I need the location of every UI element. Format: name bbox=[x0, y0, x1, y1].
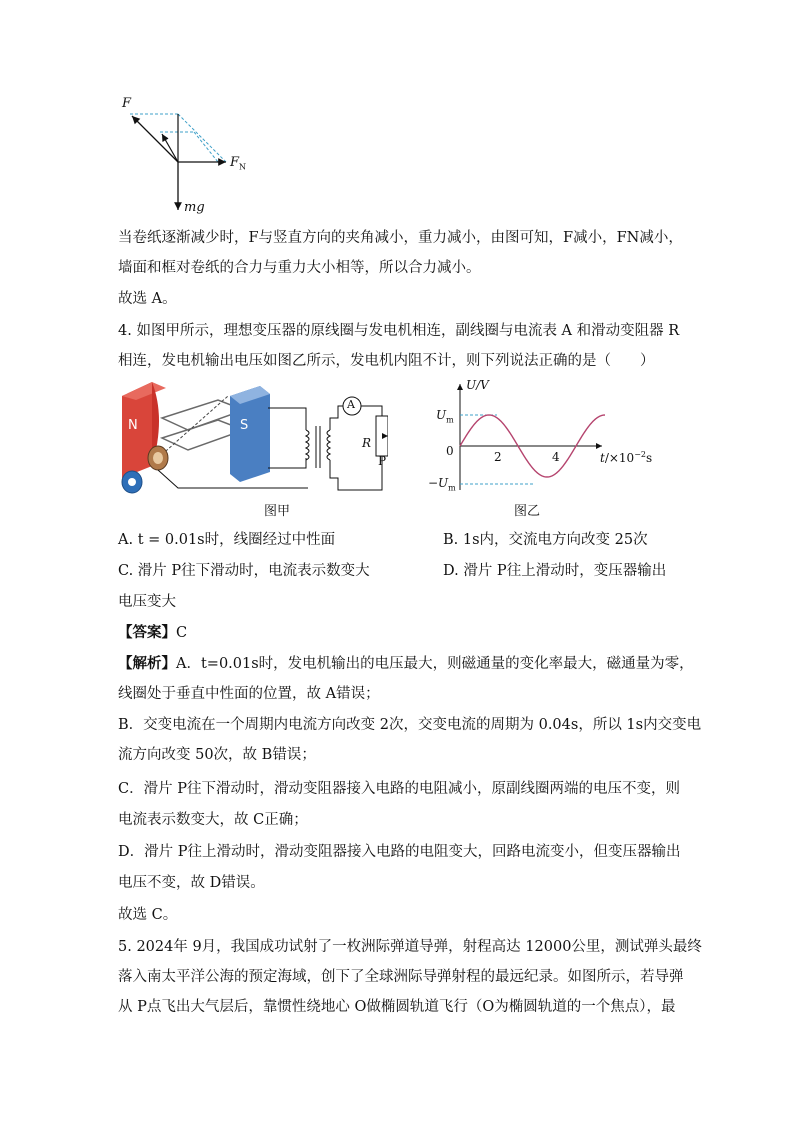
origin-label: 0 bbox=[446, 444, 454, 458]
analysis-b1: B．交变电流在一个周期内电流方向改变 2次，交变电流的周期为 0.04s，所以 1s内交变电 bbox=[118, 717, 702, 733]
slider-label: P bbox=[378, 454, 387, 468]
label-F: F bbox=[122, 96, 132, 111]
option-D-line2: 电压变大 bbox=[118, 594, 176, 610]
resistor-label: R bbox=[362, 436, 372, 450]
magnet-N-label: N bbox=[128, 418, 138, 433]
dashed-line-right-mid bbox=[194, 132, 218, 162]
analysis-conclusion: 故选 C。 bbox=[118, 907, 178, 923]
figure-jia bbox=[118, 378, 388, 519]
um-tick-label: $U_m$ bbox=[436, 408, 454, 425]
q5-line3: 从 P点飞出大气层后，靠惯性绕地心 O做椭圆轨道飞行（O为椭圆轨道的一个焦点），最 bbox=[118, 999, 676, 1015]
analysis-d1: D．滑片 P往上滑动时，滑动变阻器接入电路的电阻变大，回路电流变小，但变压器输出 bbox=[118, 844, 681, 860]
dashed-line-right-top bbox=[178, 114, 226, 162]
answer-line bbox=[118, 623, 187, 643]
analysis-a2: 线圈处于垂直中性面的位置，故 A错误； bbox=[118, 686, 380, 702]
figure-yi-caption: 图乙 bbox=[514, 504, 541, 519]
label-FN: $F_N$ bbox=[230, 155, 247, 172]
answer-value: C bbox=[176, 625, 188, 641]
q4-stem-line1: 4. 如图甲所示，理想变压器的原线圈与发电机相连，副线圈与电流表 A 和滑动变阻器 R bbox=[118, 323, 680, 339]
figure-jia-caption: 图甲 bbox=[264, 504, 291, 519]
option-A: A. t = 0.01s时，线圈经过中性面 bbox=[118, 532, 336, 548]
answer-label: 【答案】 bbox=[118, 624, 176, 641]
analysis-c1: C．滑片 P往下滑动时，滑动变阻器接入电路的电阻减小，原副线圈两端的电压不变，则 bbox=[118, 781, 680, 797]
voltage-chart-svg bbox=[422, 378, 680, 496]
analysis-c2: 电流表示数变大，故 C正确； bbox=[118, 812, 308, 828]
q5-line2: 落入南太平洋公海的预定海域，创下了全球洲际导弹射程的最远纪录。如图所示，若导弹 bbox=[118, 969, 684, 985]
option-C: C. 滑片 P往下滑动时，电流表示数变大 bbox=[118, 563, 370, 579]
q4-stem-line2: 相连，发电机输出电压如图乙所示，发电机内阻不计，则下列说法正确的是（ ） bbox=[118, 353, 655, 369]
generator-transformer-svg bbox=[118, 378, 388, 498]
force-diagram bbox=[118, 92, 258, 217]
q5-line1: 5. 2024年 9月，我国成功试射了一枚洲际弹道导弹，射程高达 12000公里，测试弹头最终 bbox=[118, 939, 702, 955]
analysis-d2: 电压不变，故 D错误。 bbox=[118, 875, 265, 891]
analysis-label: 【解析】 bbox=[118, 655, 176, 672]
prev-analysis-line2: 墙面和框对卷纸的合力与重力大小相等，所以合力减小。 bbox=[118, 260, 481, 276]
neg-um-tick-label: $-U_m$ bbox=[428, 476, 456, 493]
option-B: B. 1s内，交流电方向改变 25次 bbox=[443, 532, 648, 548]
ammeter-label: A bbox=[347, 398, 355, 411]
force-F-arrow bbox=[132, 116, 178, 162]
figure-yi bbox=[422, 378, 680, 519]
y-axis-label: U/V bbox=[466, 378, 489, 392]
primary-coil bbox=[306, 430, 309, 460]
secondary-coil bbox=[327, 430, 330, 460]
analysis-b2: 流方向改变 50次，故 B错误； bbox=[118, 747, 316, 763]
prev-conclusion: 故选 A。 bbox=[118, 291, 177, 307]
option-D-line1: D. 滑片 P往上滑动时，变压器输出 bbox=[443, 563, 667, 579]
magnet-S-label: S bbox=[240, 418, 249, 433]
label-mg: mg bbox=[184, 200, 205, 215]
tick-4-label: 4 bbox=[552, 450, 560, 464]
x-axis-label: $t/\times 10^{-2}s$ bbox=[600, 450, 653, 465]
analysis-a1: 【解析】A．t=0.01s时，发电机输出的电压最大，则磁通量的变化率最大，磁通量为零， bbox=[118, 655, 694, 672]
tick-2-label: 2 bbox=[494, 450, 502, 464]
prev-analysis-line1: 当卷纸逐渐减少时，F与竖直方向的夹角减小，重力减小，由图可知，F减小，FN减小， bbox=[118, 230, 683, 246]
